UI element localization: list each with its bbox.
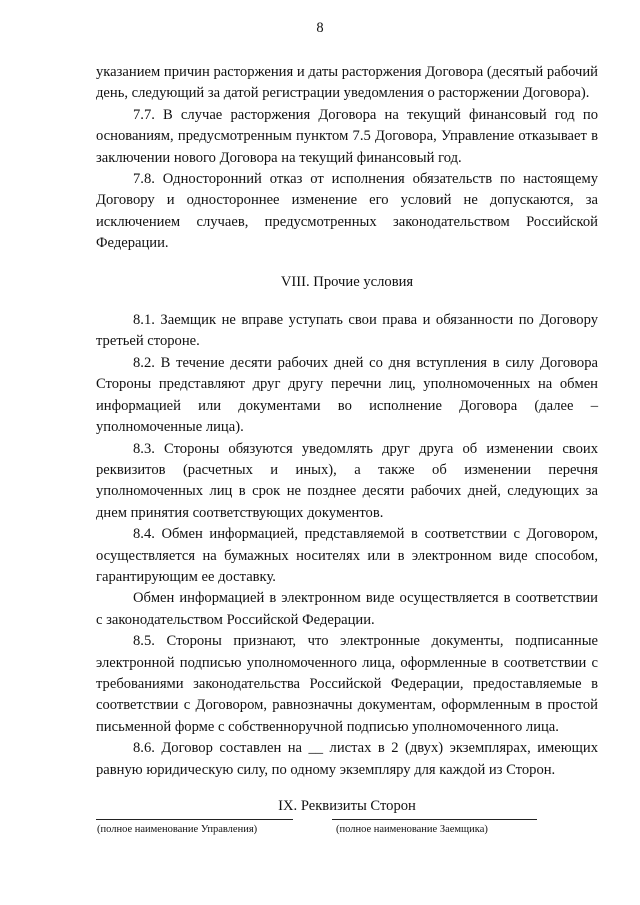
paragraph-8-6: 8.6. Договор составлен на __ листах в 2 (двух) экземплярах, имеющих равную юридическую силу, по одному экземпляру для каждой из Сторон.: [96, 740, 598, 778]
document-body: [96, 62, 598, 817]
page-number: 8: [316, 20, 324, 36]
paragraph-7-8: 7.8. Односторонний отказ от исполнения обязательств по настоящему Договору и одностороннее изменение его условий не допускаются, за исключением случаев, предусмотренных законодательством Российской Федерации.: [96, 171, 598, 252]
paragraph-8-4-electronic: Обмен информацией в электронном виде осуществляется в соответствии с законодательством Российской Федерации.: [96, 590, 598, 628]
signature-line-borrower: [332, 819, 537, 820]
paragraph-7-6-continuation: указанием причин расторжения и даты расторжения Договора (десятый рабочий день, следующий за датой регистрации уведомления о расторжении Договора).: [96, 64, 598, 102]
paragraph-8-5: 8.5. Стороны признают, что электронные документы, подписанные электронной подписью уполномоченного лица, оформленные в соответствии с требованиями законодательства Российской Федерации, предоставляемые в соответствии с Договором, равнозначны документам, оформленным в простой письменной форме с собственноручной подписью уполномоченного лица.: [96, 633, 598, 735]
paragraph-8-2: 8.2. В течение десяти рабочих дней со дня вступления в силу Договора Стороны представляют друг другу перечни лиц, уполномоченных на обмен информацией или документами во исполнение Договора (далее – уполномоченные лица).: [96, 354, 598, 436]
section-8-heading: VIII. Прочие условия: [280, 273, 414, 290]
section-9-heading: IX. Реквизиты Сторон: [278, 798, 416, 814]
signature-line-management: [96, 819, 293, 820]
paragraph-8-4: 8.4. Обмен информацией, представляемой в соответствии с Договором, осуществляется на бумажных носителях или в электронном виде способом, гарантирующим ее доставку.: [96, 526, 598, 585]
paragraph-8-3: 8.3. Стороны обязуются уведомлять друг друга об изменении своих реквизитов (расчетных и иных), а также об изменении перечня уполномоченных лиц в срок не позднее десяти рабочих дней, следующих за днем принятия соответствующих документов.: [96, 440, 598, 521]
paragraph-8-1: 8.1. Заемщик не вправе уступать свои права и обязанности по Договору третьей стороне.: [96, 312, 598, 350]
signature-caption-management: (полное наименование Управления): [97, 824, 258, 835]
signature-caption-borrower: (полное наименование Заемщика): [336, 824, 488, 835]
paragraph-7-7: 7.7. В случае расторжения Договора на текущий финансовый год по основаниям, предусмотренным пунктом 7.5 Договора, Управление отказывает в заключении нового Договора на текущий финансовый год.: [96, 106, 598, 166]
